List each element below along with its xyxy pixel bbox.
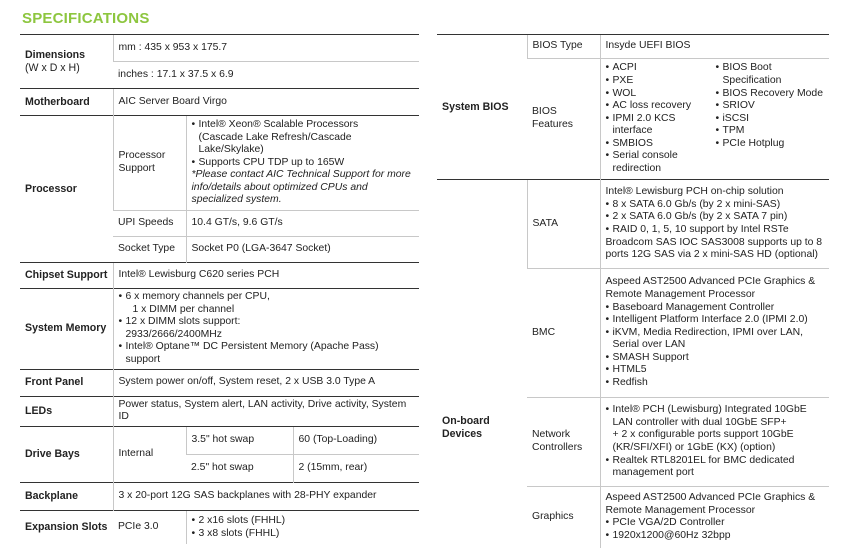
page-title: SPECIFICATIONS bbox=[22, 10, 150, 27]
sata-outro: Broadcom SAS IOC SAS3008 supports up to 8 ports 12G SAS via 2 x mini-SAS HD (optional) bbox=[605, 236, 823, 261]
bios-feature: • Serial console redirection bbox=[606, 150, 716, 175]
bmc-item: • Baseboard Management Controller bbox=[606, 302, 825, 315]
sata-item: • 8 x SATA 6.0 Gb/s (by 2 x mini-SAS) bbox=[606, 199, 825, 212]
processor-item: • Supports CPU TDP up to 165W bbox=[192, 157, 415, 170]
bios-feature: • BIOS Boot Specification bbox=[716, 62, 825, 87]
label-bmc: BMC bbox=[527, 269, 600, 398]
row-leds bbox=[20, 396, 419, 426]
label-chipset: Chipset Support bbox=[20, 263, 113, 289]
bios-features-col2 bbox=[716, 62, 825, 175]
processor-note: *Please contact AIC Technical Support for more info/details about optimized CPUs and specialized system. bbox=[191, 169, 411, 206]
bmc-intro: Aspeed AST2500 Advanced PCIe Graphics & Remote Management Processor bbox=[605, 276, 816, 300]
network-item-sub: + 2 x configurable ports support 10GbE (KR/SFI/XFI) or 1GbE (KX) (option) bbox=[612, 429, 794, 453]
label-dimensions: Dimensions (W x D x H) bbox=[20, 35, 113, 89]
label-network-controllers: Network Controllers bbox=[527, 398, 600, 487]
value-chipset: Intel® Lewisburg C620 series PCH bbox=[113, 263, 419, 289]
label-onboard-devices: On-board Devices bbox=[437, 180, 527, 548]
sata-item: • RAID 0, 1, 5, 10 support by Intel RSTe bbox=[606, 224, 825, 237]
row-dimensions-mm bbox=[20, 35, 419, 62]
label-backplane: Backplane bbox=[20, 482, 113, 510]
label-expansion-slots: Expansion Slots bbox=[20, 510, 113, 544]
bios-feature: • iSCSI bbox=[716, 113, 825, 126]
bmc-item: • HTML5 bbox=[606, 364, 825, 377]
label-drive-bays: Drive Bays bbox=[20, 426, 113, 482]
sata-item: • 2 x SATA 6.0 Gb/s (by 2 x SATA 7 pin) bbox=[606, 211, 825, 224]
value-leds: Power status, System alert, LAN activity, Drive activity, System ID bbox=[113, 396, 419, 426]
right-spec-table bbox=[437, 34, 829, 548]
label-upi-speeds: UPI Speeds bbox=[113, 211, 186, 237]
memory-item: • Intel® Optane™ DC Persistent Memory (Apache Pass) support bbox=[119, 341, 415, 366]
bmc-item: • Intelligent Platform Interface 2.0 (IPMI 2.0) bbox=[606, 314, 825, 327]
bmc-item: • iKVM, Media Redirection, IPMI over LAN, Serial over LAN bbox=[606, 327, 825, 352]
bmc-item: • SMASH Support bbox=[606, 352, 825, 365]
memory-item-sub: 1 x DIMM per channel bbox=[132, 303, 235, 315]
value-backplane: 3 x 20-port 12G SAS backplanes with 28-PHY expander bbox=[113, 482, 419, 510]
bios-feature: • PCIe Hotplug bbox=[716, 138, 825, 151]
row-expansion-slots bbox=[20, 510, 419, 544]
value-dimensions-inches: inches : 17.1 x 37.5 x 6.9 bbox=[113, 62, 419, 89]
bios-feature: • PXE bbox=[606, 75, 716, 88]
label-processor: Processor bbox=[20, 116, 113, 263]
label-system-bios: System BIOS bbox=[437, 35, 527, 180]
row-drive-bays-35 bbox=[20, 426, 419, 454]
row-processor-support bbox=[20, 116, 419, 211]
value-network-controllers bbox=[600, 398, 829, 487]
label-front-panel: Front Panel bbox=[20, 369, 113, 396]
value-processor-support bbox=[186, 116, 419, 211]
bios-feature: • IPMI 2.0 KCS interface bbox=[606, 113, 716, 138]
processor-item: Intel® Xeon® Scalable Processors bbox=[198, 118, 359, 130]
left-spec-table bbox=[20, 34, 419, 544]
value-system-memory bbox=[113, 289, 419, 370]
graphics-item: • PCIe VGA/2D Controller bbox=[606, 517, 825, 530]
value-drive-bays-type: Internal bbox=[113, 426, 186, 482]
label-leds: LEDs bbox=[20, 396, 113, 426]
label-bios-features: BIOS Features bbox=[527, 59, 600, 180]
row-backplane bbox=[20, 482, 419, 510]
value-bmc bbox=[600, 269, 829, 398]
bios-feature: • AC loss recovery bbox=[606, 100, 716, 113]
value-graphics bbox=[600, 487, 829, 548]
value-expansion-type: PCIe 3.0 bbox=[113, 510, 186, 544]
bios-features-col1 bbox=[606, 62, 716, 175]
value-sata bbox=[600, 180, 829, 269]
memory-item-sub: 2933/2666/2400MHz bbox=[125, 328, 222, 340]
bios-feature: • WOL bbox=[606, 88, 716, 101]
expansion-item: • 2 x16 slots (FHHL) bbox=[192, 515, 415, 528]
value-front-panel: System power on/off, System reset, 2 x USB 3.0 Type A bbox=[113, 369, 419, 396]
value-motherboard: AIC Server Board Virgo bbox=[113, 89, 419, 116]
label-graphics: Graphics bbox=[527, 487, 600, 548]
memory-item: 12 x DIMM slots support: bbox=[125, 316, 241, 328]
row-front-panel bbox=[20, 369, 419, 396]
value-drive-count-35: 60 (Top-Loading) bbox=[293, 426, 419, 454]
sata-intro: Intel® Lewisburg PCH on-chip solution bbox=[605, 186, 784, 198]
bios-feature: • SRIOV bbox=[716, 100, 825, 113]
value-expansion-slots bbox=[186, 510, 419, 544]
label-dimensions-unit: (W x D x H) bbox=[25, 61, 80, 74]
bios-feature: • TPM bbox=[716, 125, 825, 138]
label-motherboard: Motherboard bbox=[20, 89, 113, 116]
value-drive-count-25: 2 (15mm, rear) bbox=[293, 454, 419, 482]
graphics-intro: Aspeed AST2500 Advanced PCIe Graphics & Remote Management Processor bbox=[605, 492, 816, 516]
row-bios-type bbox=[437, 35, 829, 59]
row-system-memory bbox=[20, 289, 419, 370]
row-sata bbox=[437, 180, 829, 269]
bios-feature: • BIOS Recovery Mode bbox=[716, 88, 825, 101]
row-chipset bbox=[20, 263, 419, 289]
row-motherboard bbox=[20, 89, 419, 116]
value-drive-size-35: 3.5" hot swap bbox=[186, 426, 293, 454]
value-dimensions-mm: mm : 435 x 953 x 175.7 bbox=[113, 35, 419, 62]
processor-item-sub: (Cascade Lake Refresh/Cascade Lake/Skylake) bbox=[198, 131, 352, 156]
bios-feature: • ACPI bbox=[606, 62, 716, 75]
expansion-item: • 3 x8 slots (FHHL) bbox=[192, 528, 415, 541]
value-bios-features bbox=[600, 59, 829, 180]
value-drive-size-25: 2.5" hot swap bbox=[186, 454, 293, 482]
label-system-memory: System Memory bbox=[20, 289, 113, 370]
network-item: • Realtek RTL8201EL for BMC dedicated management port bbox=[606, 455, 825, 480]
value-upi-speeds: 10.4 GT/s, 9.6 GT/s bbox=[186, 211, 419, 237]
label-socket-type: Socket Type bbox=[113, 237, 186, 263]
value-bios-type: Insyde UEFI BIOS bbox=[600, 35, 829, 59]
memory-item: 6 x memory channels per CPU, bbox=[125, 291, 270, 302]
bmc-item: • Redfish bbox=[606, 377, 825, 390]
network-item: Intel® PCH (Lewisburg) Integrated 10GbE LAN controller with dual 10GbE SFP+ bbox=[612, 404, 807, 428]
label-sata: SATA bbox=[527, 180, 600, 269]
label-bios-type: BIOS Type bbox=[527, 35, 600, 59]
bios-feature: • SMBIOS bbox=[606, 138, 716, 151]
label-processor-support: Processor Support bbox=[113, 116, 186, 211]
graphics-item: • 1920x1200@60Hz 32bpp bbox=[606, 530, 825, 543]
value-socket-type: Socket P0 (LGA-3647 Socket) bbox=[186, 237, 419, 263]
